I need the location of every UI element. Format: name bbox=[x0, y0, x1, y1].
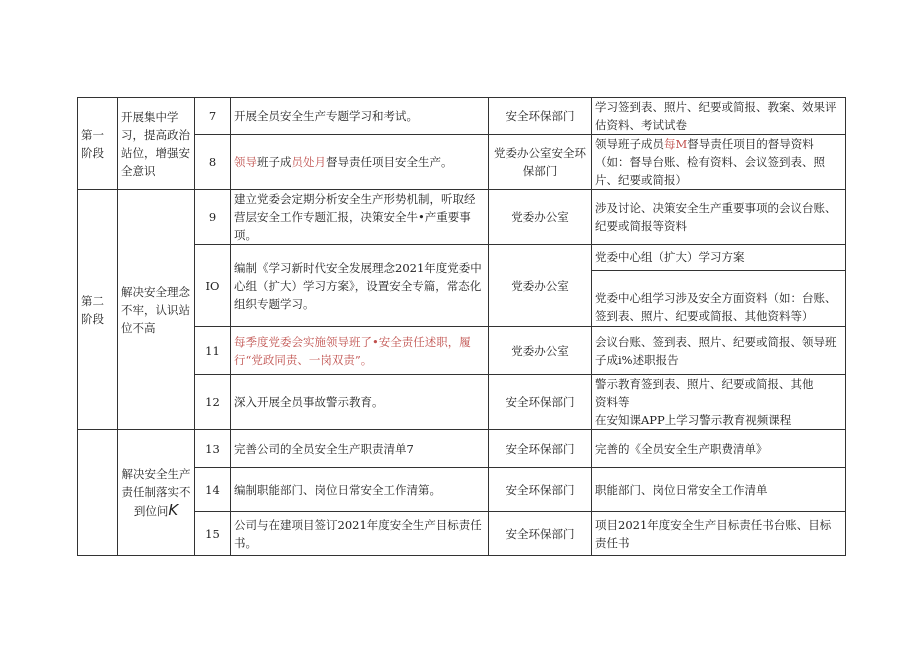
content-cell: 编制职能部门、岗位日常安全工作清第。 bbox=[231, 468, 489, 512]
content-cell: 建立党委会定期分析安全生产形势机制，听取经营层安全工作专题汇报，决策安全牛•产重要事项。 bbox=[231, 190, 489, 245]
content-cell: 深入开展全员事故警示教育。 bbox=[231, 375, 489, 430]
row-number: 13 bbox=[195, 430, 231, 468]
evidence-sub-a: 党委中心组（扩大）学习方案 bbox=[592, 246, 845, 271]
evidence-cell: 涉及讨论、决策安全生产重要事项的会议台账、纪要或简报等资料 bbox=[592, 190, 846, 245]
evidence-sub-b: 党委中心组学习涉及安全方面资料（如：台账、签到表、照片、纪要或简报、其他资料等） bbox=[595, 291, 837, 323]
row-number: 11 bbox=[195, 327, 231, 375]
table-row bbox=[78, 190, 846, 245]
evidence-cell: 职能部门、岗位日常安全工作清单 bbox=[592, 468, 846, 512]
content-cell: 开展全员安全生产专题学习和考试。 bbox=[231, 98, 489, 135]
highlighted-text: 领导 bbox=[234, 155, 257, 169]
content-cell: 公司与在建项目签订2021年度安全生产目标责任书。 bbox=[231, 512, 489, 556]
row-number: 8 bbox=[195, 135, 231, 190]
evidence-cell: 会议台账、签到表、照片、纪要或简报、领导班子成i%述职报告 bbox=[592, 327, 846, 375]
row-number: 9 bbox=[195, 190, 231, 245]
department-cell: 党委办公室安全环保部门 bbox=[489, 135, 592, 190]
row-number: 7 bbox=[195, 98, 231, 135]
task-label-tail: K bbox=[168, 501, 179, 519]
content-cell: 每季度党委会实施领导班了•安全责任述职，履行“党政同责、一岗双责”。 bbox=[231, 327, 489, 375]
evidence-line: 资料等 bbox=[595, 395, 630, 409]
row-number: 15 bbox=[195, 512, 231, 556]
table-row bbox=[78, 430, 846, 468]
department-cell: 安全环保部门 bbox=[489, 468, 592, 512]
evidence-text: 督导责任项目的督导资料（如：督导台账、检有资料、会议签到表、照片、纪要或简报） bbox=[595, 137, 825, 187]
content-text: 督导责任项目安全生产。 bbox=[326, 155, 453, 169]
content-cell: 编制《学习新时代安全发展理念2021年度党委中心组（扩大）学习方案》，设置安全专篇，常态化组织专题学习。 bbox=[231, 245, 489, 327]
highlighted-text: 员处月 bbox=[291, 155, 326, 169]
evidence-cell bbox=[592, 375, 846, 430]
evidence-cell bbox=[592, 245, 846, 327]
evidence-cell: 完善的《全员安全生产职费清单》 bbox=[592, 430, 846, 468]
content-text: 班子成 bbox=[257, 155, 292, 169]
stage-cell bbox=[78, 190, 118, 430]
evidence-cell: 项目2021年度安全生产目标责任书台账、目标责任书 bbox=[592, 512, 846, 556]
task-cell bbox=[118, 98, 195, 190]
department-cell: 安全环保部门 bbox=[489, 512, 592, 556]
row-number: 12 bbox=[195, 375, 231, 430]
stage-cell bbox=[78, 430, 118, 556]
evidence-cell: 学习签到表、照片、纪要或简报、教案、效果评估资料、考试试卷 bbox=[592, 98, 846, 135]
department-cell: 党委办公室 bbox=[489, 327, 592, 375]
stage-label: 第一阶段 bbox=[81, 127, 104, 160]
department-cell: 党委办公室 bbox=[489, 245, 592, 327]
task-label: 解决安全生产责任制落实不到位问 bbox=[121, 467, 191, 518]
highlighted-text: 每M bbox=[664, 137, 688, 151]
table-row bbox=[78, 98, 846, 135]
row-number: 14 bbox=[195, 468, 231, 512]
stage-cell bbox=[78, 98, 118, 190]
evidence-line: 警示教育签到表、照片、纪要或简报、其他 bbox=[595, 377, 814, 391]
task-cell bbox=[118, 190, 195, 430]
task-label: 解决安全理念不牢，认识站位不高 bbox=[121, 284, 190, 335]
content-cell: 完善公司的全员安全生产职责清单7 bbox=[231, 430, 489, 468]
stage-label: 第二阶段 bbox=[81, 293, 104, 326]
department-cell: 安全环保部门 bbox=[489, 375, 592, 430]
task-label: 开展集中学习，提高政治站位，增强安全意识 bbox=[121, 109, 190, 178]
evidence-line: 在安知课APP上学习警示教育视频课程 bbox=[595, 413, 792, 427]
evidence-cell bbox=[592, 135, 846, 190]
safety-plan-table bbox=[77, 97, 846, 556]
content-cell bbox=[231, 135, 489, 190]
evidence-text: 领导班子成员 bbox=[595, 137, 664, 151]
row-number: IO bbox=[195, 245, 231, 327]
task-cell bbox=[118, 430, 195, 556]
department-cell: 安全环保部门 bbox=[489, 98, 592, 135]
department-cell: 安全环保部门 bbox=[489, 430, 592, 468]
department-cell: 党委办公室 bbox=[489, 190, 592, 245]
